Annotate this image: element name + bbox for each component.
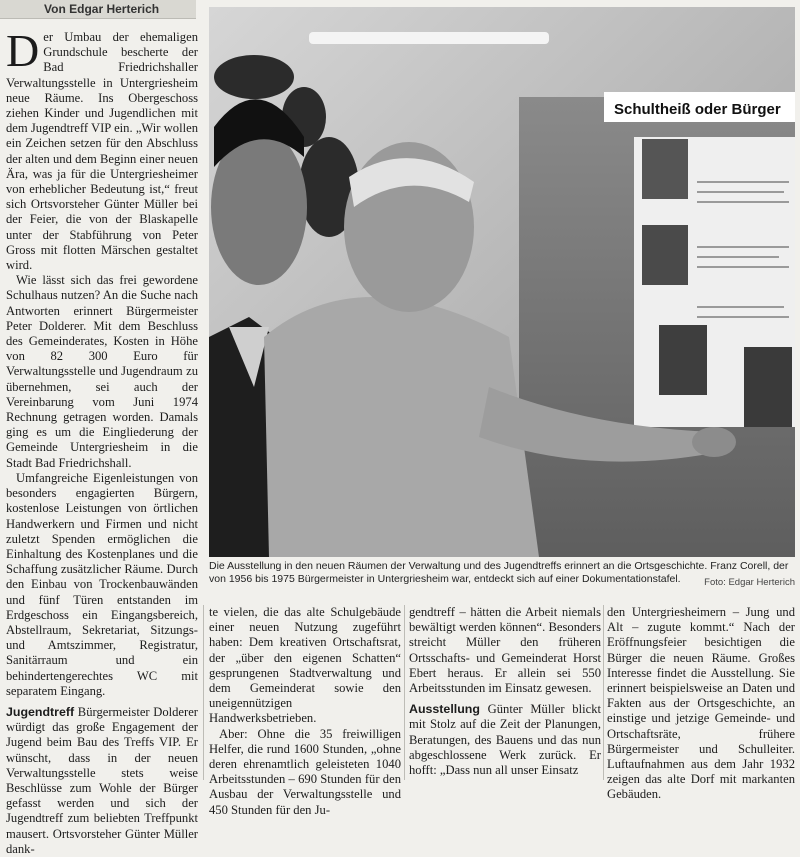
column-divider [203,605,204,780]
article-column-1 [6,25,198,856]
paragraph: Wie lässt sich das frei gewordene Schulhaus nutzen? An die Suche nach Antworten erinnert Bürgermeister Peter Dolderer. Mit dem Beschluss des Gemeinderates, Kosten in Höhe von 82 300 Euro für Verwaltungsstelle und Jugendraum zu übernehmen, sei auch der Vereinbarung vom Juni 1974 Rechnung getragen worden. Damals ging es um die Eingliederung der Gemeinde Untergriesheim in die Stadt Bad Friedrichshall. [6,273,198,470]
paragraph-intro: Der Umbau der ehemaligen Grundschule bescherte der Bad Friedrichshaller Verwaltungsstelle in Untergriesheim neue Räume. Ins Obergeschoss ziehen Kinder und Jugendlichen mit dem Jugendtreff VIP ein. „Wir wollen ein Zeichen setzen für den Abschluss der alten und dem Beginn einer neuen Ära, was ja für die Untergriesheimer von erheblicher Bedeutung ist,“ freut sich Ortsvorsteher Günter Müller bei der Feier, die von der Blaskapelle unter der Stabführung von Peter Gross mit flotten Märschen gestaltet wird. [6,25,198,273]
byline: Von Edgar Herterich [44,2,160,16]
paragraph: den Untergriesheimern – Jung und Alt – zugute kommt.“ Nach der Eröffnungsfeier besichtigen die Bürger die neuen Räume. Großes Interesse findet die Ausstellung. Sie erinnert beispielsweise an Daten und Fakten aus der Ortsgeschichte, an einstige und jetzige Gemeinde- und Ortschaftsräte, frühere Bürgermeister und Schulleiter. Luftaufnahmen aus dem Jahr 1932 zeigen das alte Dorf mit markanten Gebäuden. [607,605,795,802]
article-column-3 [409,605,601,780]
article-photo [209,7,795,557]
column-divider [603,605,604,780]
subhead-ausstellung: Ausstellung [409,702,480,717]
ceiling-light [309,32,549,44]
exhibit-sign-text: Schultheiß oder Bürger [614,101,781,118]
column-divider [404,605,405,780]
paragraph: gendtreff – hätten die Arbeit niemals bewältigt werden können“. Besonders streicht Müller den früheren Ortsschafts- und Gemeinderat Horst Ebert heraus. Er allein sei 550 Arbeitsstunden im Einsatz gewesen. [409,605,601,696]
paragraph-ausstellung: Ausstellung Günter Müller blickt mit Stolz auf die Zeit der Planungen, Beratungen, des Bauens und das nun abgeschlossene Werk zurück. Er hofft: „Dass nun all unser Einsatz [409,702,601,778]
photo-caption: Die Ausstellung in den neuen Räumen der Verwaltung und des Jugendtreffs erinnert an die Ortsgeschichte. Franz Corell, der von 1956 bis 1975 Bürgermeister in Untergriesheim war, entdeckt sich auf einer Dokumentationstafel. [209,560,789,585]
drop-cap: D [6,25,40,76]
photo-illustration [209,7,795,557]
paragraph: Aber: Ohne die 35 freiwilligen Helfer, die rund 1600 Stunden, „ohne deren ehrenamtlich geleisteten 1040 Arbeitsstunden – 690 Stunden für den Ausbau der Verwaltungsstelle und 450 Stunden für den Ju- [209,726,401,817]
byline-bar [0,0,196,19]
paragraph: te vielen, die das alte Schulgebäude einer neuen Nutzung zugeführt haben: Dem kreativen Ortschaftsrat, der „über den eigenen Schatten“ gesprungenen Stadtverwaltung und dem Gemeinderat sowie den uneigennützigen Handwerksbetrieben. [209,605,401,726]
subhead-jugendtreff: Jugendtreff [6,704,75,719]
paragraph: Umfangreiche Eigenleistungen von besonders engagierten Bürgern, kostenlose Leistungen von örtlichen Handwerkern und Firmen und nicht zuletzt Spenden ermöglichen die Einhaltung des Kostenplanes und die Schaffung zusätzlicher Räume. Durch den Einbau von Trockenbauwänden und fünf Türen entstanden im Erdgeschoss ein Eingangsbereich, Abstellraum, Sekretariat, Sitzungs- und Amtszimmer, Registratur, Sanitärraum und ein behindertengerechtes WC mit separatem Eingang. [6,470,198,698]
paragraph-jugendtreff: Jugendtreff Bürgermeister Dolderer würdigt das große Engagement der Jugend beim Bau des Treffs VIP. Er wünscht, dass in der neuen Verwaltungsstelle stets weise Beschlüsse zum Wohle der Bürger gefasst werden und sich der Jugendtreff zum beliebten Treffpunkt mausert. Ortsvorsteher Günter Müller dank- [6,704,198,856]
article-column-2 [209,605,401,817]
photo-credit: Foto: Edgar Herterich [704,577,795,588]
article-column-4 [607,605,795,802]
